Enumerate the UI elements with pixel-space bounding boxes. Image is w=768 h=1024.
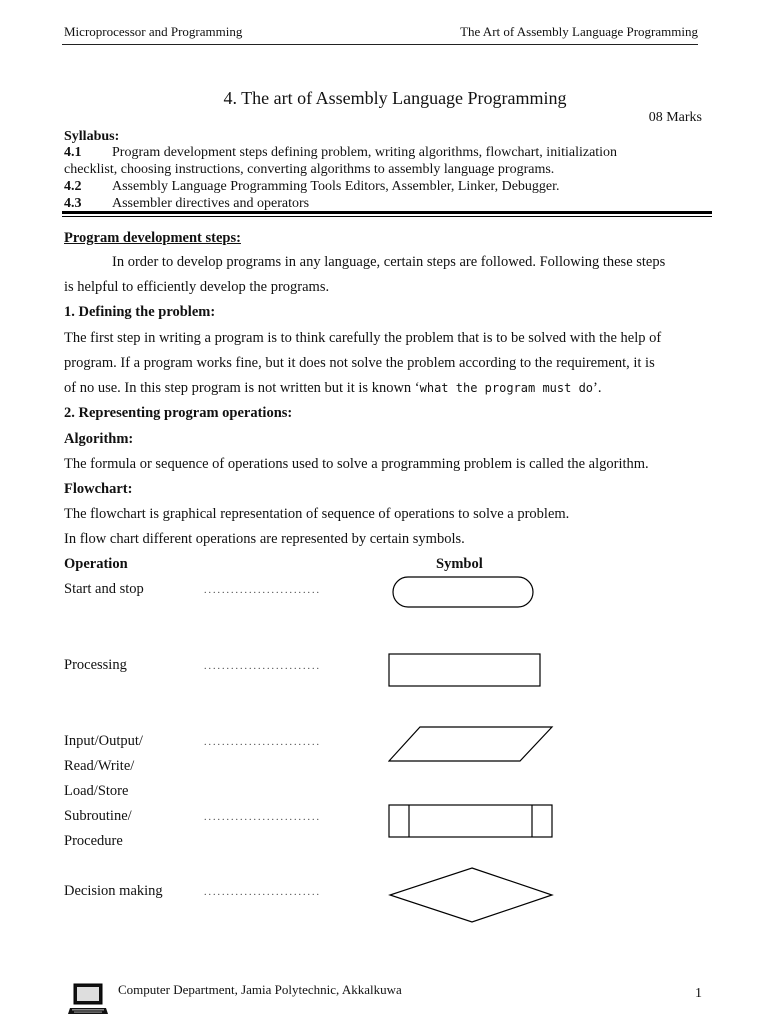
terminator-symbol xyxy=(392,576,536,610)
step1-line-3 xyxy=(64,376,714,401)
intro-line-1: In order to develop programs in any language, certain steps are followed. Following these steps xyxy=(112,254,666,270)
step1-line-3-end: ’. xyxy=(593,380,602,396)
algorithm-text: The formula or sequence of operations used to solve a programming problem is called the algorithm. xyxy=(64,456,649,472)
syllabus-text: Assembly Language Programming Tools Editors, Assembler, Linker, Debugger. xyxy=(112,179,560,194)
leader-dots: .......................... xyxy=(204,661,321,672)
operation-label: Processing xyxy=(64,657,127,673)
flowchart-heading: Flowchart: xyxy=(64,481,133,497)
operation-label: Read/Write/ xyxy=(64,758,135,774)
marks-label: 08 Marks xyxy=(648,110,702,125)
step1-line-1: The first step in writing a program is to think carefully the problem that is to be solved with the help of xyxy=(64,330,662,346)
page-number: 1 xyxy=(695,986,702,1001)
operation-label: Subroutine/ xyxy=(64,808,132,824)
operation-label: Start and stop xyxy=(64,581,144,597)
syllabus-number: 4.3 xyxy=(64,196,82,211)
syllabus-item-4-1 xyxy=(64,144,617,161)
subroutine-symbol xyxy=(388,804,556,840)
column-symbol: Symbol xyxy=(436,556,483,572)
leader-dots: .......................... xyxy=(204,812,321,823)
step1-line-2: program. If a program works fine, but it does not solve the problem according to the requirement, it is xyxy=(64,355,655,371)
syllabus-text: checklist, choosing instructions, converting algorithms to assembly language programs. xyxy=(64,162,555,177)
section-rule-thin xyxy=(62,216,712,217)
operation-label: Decision making xyxy=(64,883,163,899)
operation-label: Load/Store xyxy=(64,783,129,799)
flowchart-text-1: The flowchart is graphical representation of sequence of operations to solve a problem. xyxy=(64,506,570,522)
syllabus-item-4-1-cont xyxy=(64,161,554,178)
decision-symbol xyxy=(388,866,556,926)
laptop-icon xyxy=(68,982,108,1018)
step2-heading: 2. Representing program operations: xyxy=(64,405,293,421)
syllabus-item-4-3 xyxy=(64,195,309,212)
running-header-left: Microprocessor and Programming xyxy=(64,24,243,39)
leader-dots: .......................... xyxy=(204,737,321,748)
syllabus-text: Program development steps defining problem, writing algorithms, flowchart, initialization xyxy=(112,145,618,160)
leader-dots: .......................... xyxy=(204,585,321,596)
chapter-title: 4. The art of Assembly Language Programming xyxy=(223,88,567,108)
syllabus-item-4-2 xyxy=(64,178,560,195)
step1-heading: 1. Defining the problem: xyxy=(64,304,216,320)
syllabus-text: Assembler directives and operators xyxy=(112,196,310,211)
section-rule-thick xyxy=(62,211,712,214)
process-symbol xyxy=(388,653,544,689)
column-operation: Operation xyxy=(64,556,128,572)
step1-quote: what the program must do xyxy=(419,381,594,395)
header-rule xyxy=(62,44,698,45)
operation-label: Procedure xyxy=(64,833,123,849)
section-heading: Program development steps: xyxy=(64,230,241,246)
syllabus-number: 4.1 xyxy=(64,145,82,160)
operation-label: Input/Output/ xyxy=(64,733,143,749)
step1-line-3-text: of no use. In this step program is not written but it is known ‘ xyxy=(64,380,420,396)
footer-text: Computer Department, Jamia Polytechnic, Akkalkuwa xyxy=(118,982,402,997)
input-output-symbol xyxy=(388,725,556,765)
running-header-right: The Art of Assembly Language Programming xyxy=(460,24,698,39)
flowchart-text-2: In flow chart different operations are represented by certain symbols. xyxy=(64,531,465,547)
syllabus-number: 4.2 xyxy=(64,179,82,194)
leader-dots: .......................... xyxy=(204,887,321,898)
algorithm-heading: Algorithm: xyxy=(64,431,134,447)
syllabus-heading: Syllabus: xyxy=(64,129,120,144)
intro-line-2: is helpful to efficiently develop the programs. xyxy=(64,279,330,295)
